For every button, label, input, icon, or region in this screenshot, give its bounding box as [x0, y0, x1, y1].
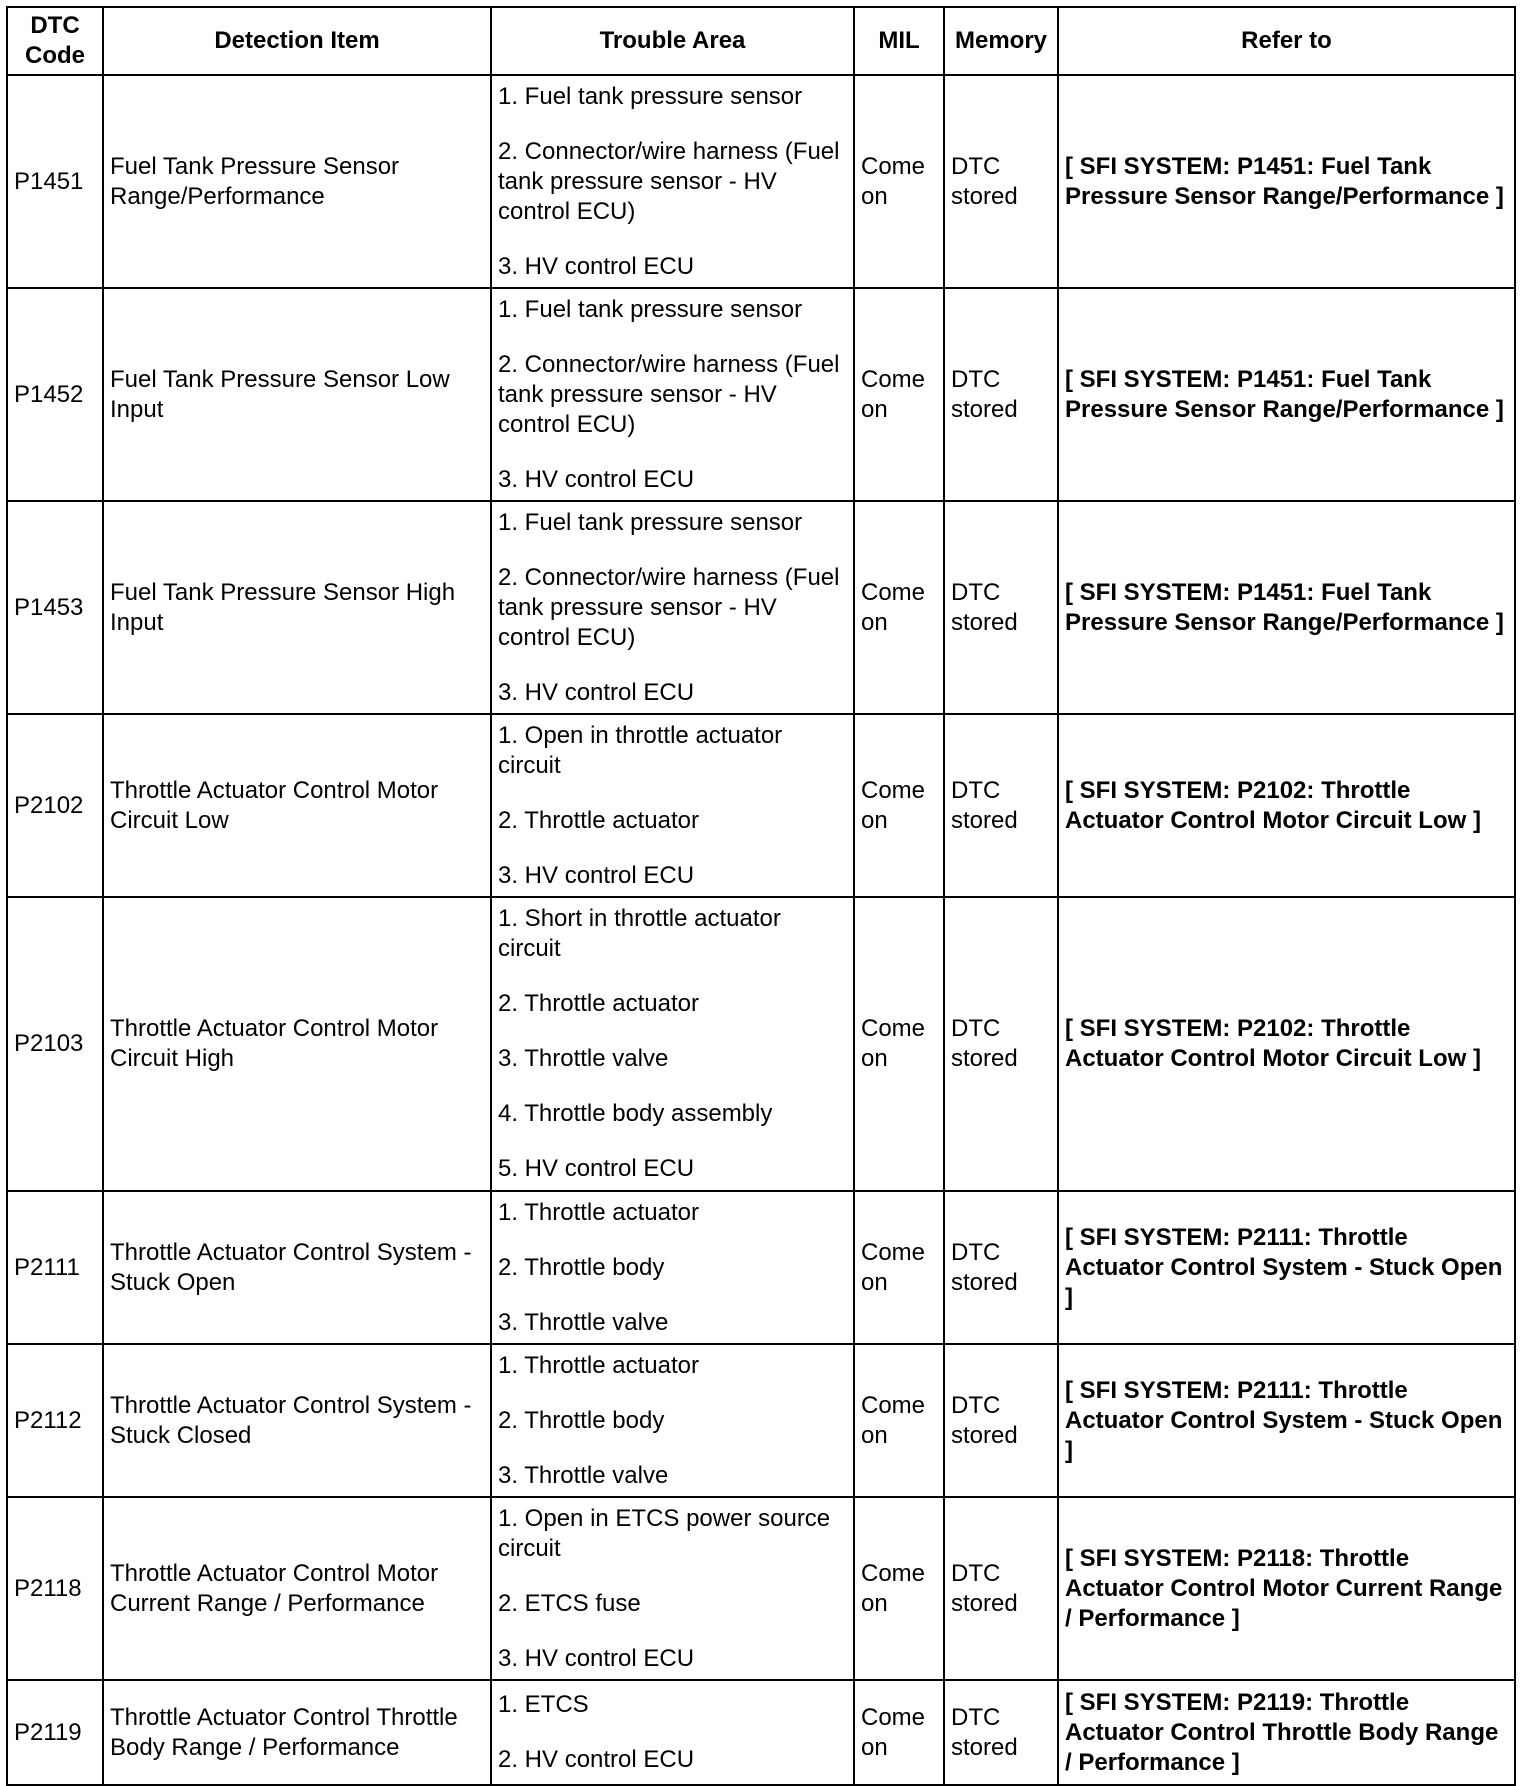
- header-trouble-area: Trouble Area: [491, 7, 854, 75]
- trouble-area-item: 1. Fuel tank pressure sensor: [498, 508, 803, 536]
- trouble-area-cell: [491, 1344, 854, 1497]
- refer-to-cell: [ SFI SYSTEM: P2119: Throttle Actuator Control Throttle Body Range / Performance ]: [1058, 1680, 1515, 1785]
- trouble-area-item: 2. Connector/wire harness (Fuel tank pressure sensor - HV control ECU): [498, 350, 840, 438]
- refer-to-cell: [ SFI SYSTEM: P2102: Throttle Actuator Control Motor Circuit Low ]: [1058, 714, 1515, 897]
- dtc-code-cell: P2103: [7, 897, 103, 1191]
- mil-cell: Come on: [854, 714, 944, 897]
- trouble-area-item: 1. Fuel tank pressure sensor: [498, 295, 803, 323]
- dtc-code-cell: P1453: [7, 501, 103, 714]
- mil-cell: Come on: [854, 897, 944, 1191]
- trouble-area-item: 2. Connector/wire harness (Fuel tank pressure sensor - HV control ECU): [498, 563, 840, 651]
- header-detection-item: Detection Item: [103, 7, 491, 75]
- trouble-area-cell: [491, 1497, 854, 1680]
- trouble-area-item: 3. HV control ECU: [498, 252, 695, 280]
- memory-cell: DTC stored: [944, 501, 1058, 714]
- header-refer-to: Refer to: [1058, 7, 1515, 75]
- trouble-area-item: 3. HV control ECU: [498, 678, 695, 706]
- header-row: [7, 7, 1515, 75]
- dtc-code-cell: P2102: [7, 714, 103, 897]
- trouble-area-item: 3. HV control ECU: [498, 465, 695, 493]
- trouble-area-cell: [491, 288, 854, 501]
- table-row: [7, 1344, 1515, 1497]
- trouble-area-item: 2. HV control ECU: [498, 1746, 695, 1773]
- detection-item-cell: Throttle Actuator Control Motor Circuit Low: [103, 714, 491, 897]
- memory-cell: DTC stored: [944, 1497, 1058, 1680]
- trouble-area-item: 1. Open in throttle actuator circuit: [498, 721, 783, 779]
- mil-cell: Come on: [854, 1191, 944, 1344]
- trouble-area-item: 1. Fuel tank pressure sensor: [498, 82, 803, 110]
- memory-cell: DTC stored: [944, 1680, 1058, 1785]
- refer-to-cell: [ SFI SYSTEM: P2118: Throttle Actuator Control Motor Current Range / Performance ]: [1058, 1497, 1515, 1680]
- trouble-area-item: 4. Throttle body assembly: [498, 1100, 773, 1127]
- dtc-code-cell: P2118: [7, 1497, 103, 1680]
- dtc-code-cell: P1451: [7, 75, 103, 288]
- detection-item-cell: Throttle Actuator Control Motor Circuit High: [103, 897, 491, 1191]
- memory-cell: DTC stored: [944, 1191, 1058, 1344]
- table-row: [7, 1680, 1515, 1785]
- table-row: [7, 897, 1515, 1191]
- table-row: [7, 75, 1515, 288]
- trouble-area-item: 2. Throttle actuator: [498, 806, 699, 834]
- refer-to-cell: [ SFI SYSTEM: P1451: Fuel Tank Pressure Sensor Range/Performance ]: [1058, 75, 1515, 288]
- table-row: [7, 501, 1515, 714]
- trouble-area-cell: [491, 714, 854, 897]
- dtc-code-cell: P1452: [7, 288, 103, 501]
- table-row: [7, 1191, 1515, 1344]
- table-row: [7, 714, 1515, 897]
- refer-to-cell: [ SFI SYSTEM: P2102: Throttle Actuator Control Motor Circuit Low ]: [1058, 897, 1515, 1191]
- trouble-area-item: 1. Open in ETCS power source circuit: [498, 1504, 831, 1562]
- refer-to-cell: [ SFI SYSTEM: P2111: Throttle Actuator Control System - Stuck Open ]: [1058, 1191, 1515, 1344]
- header-dtc-code: DTC Code: [7, 7, 103, 75]
- mil-cell: Come on: [854, 501, 944, 714]
- dtc-code-cell: P2111: [7, 1191, 103, 1344]
- trouble-area-item: 2. Throttle body: [498, 1253, 665, 1281]
- refer-to-cell: [ SFI SYSTEM: P1451: Fuel Tank Pressure Sensor Range/Performance ]: [1058, 288, 1515, 501]
- memory-cell: DTC stored: [944, 75, 1058, 288]
- trouble-area-cell: [491, 897, 854, 1191]
- mil-cell: Come on: [854, 288, 944, 501]
- table-body: [7, 75, 1515, 1785]
- mil-cell: Come on: [854, 1680, 944, 1785]
- trouble-area-item: 1. Throttle actuator: [498, 1198, 699, 1226]
- memory-cell: DTC stored: [944, 714, 1058, 897]
- detection-item-cell: Throttle Actuator Control Throttle Body Range / Performance: [103, 1680, 491, 1785]
- trouble-area-item: 2. ETCS fuse: [498, 1589, 641, 1617]
- detection-item-cell: Fuel Tank Pressure Sensor High Input: [103, 501, 491, 714]
- header-memory: Memory: [944, 7, 1058, 75]
- trouble-area-item: 2. Connector/wire harness (Fuel tank pressure sensor - HV control ECU): [498, 137, 840, 225]
- header-mil: MIL: [854, 7, 944, 75]
- memory-cell: DTC stored: [944, 288, 1058, 501]
- dtc-code-cell: P2119: [7, 1680, 103, 1785]
- table-row: [7, 288, 1515, 501]
- trouble-area-cell: [491, 1191, 854, 1344]
- detection-item-cell: Throttle Actuator Control Motor Current Range / Performance: [103, 1497, 491, 1680]
- trouble-area-cell: [491, 501, 854, 714]
- detection-item-cell: Fuel Tank Pressure Sensor Low Input: [103, 288, 491, 501]
- trouble-area-item: 3. Throttle valve: [498, 1461, 669, 1489]
- trouble-area-item: 5. HV control ECU: [498, 1155, 695, 1182]
- refer-to-cell: [ SFI SYSTEM: P1451: Fuel Tank Pressure Sensor Range/Performance ]: [1058, 501, 1515, 714]
- dtc-table: [6, 6, 1516, 1786]
- trouble-area-cell: [491, 75, 854, 288]
- trouble-area-item: 3. Throttle valve: [498, 1308, 669, 1336]
- trouble-area-cell: [491, 1680, 854, 1785]
- memory-cell: DTC stored: [944, 897, 1058, 1191]
- detection-item-cell: Throttle Actuator Control System - Stuck Open: [103, 1191, 491, 1344]
- trouble-area-item: 3. HV control ECU: [498, 1644, 695, 1672]
- mil-cell: Come on: [854, 75, 944, 288]
- detection-item-cell: Throttle Actuator Control System - Stuck Closed: [103, 1344, 491, 1497]
- trouble-area-item: 2. Throttle body: [498, 1406, 665, 1434]
- trouble-area-item: 3. HV control ECU: [498, 861, 695, 889]
- memory-cell: DTC stored: [944, 1344, 1058, 1497]
- mil-cell: Come on: [854, 1497, 944, 1680]
- table-row: [7, 1497, 1515, 1680]
- detection-item-cell: Fuel Tank Pressure Sensor Range/Performance: [103, 75, 491, 288]
- trouble-area-item: 1. ETCS: [498, 1691, 589, 1718]
- trouble-area-item: 3. Throttle valve: [498, 1045, 669, 1072]
- dtc-code-cell: P2112: [7, 1344, 103, 1497]
- trouble-area-item: 2. Throttle actuator: [498, 990, 699, 1017]
- refer-to-cell: [ SFI SYSTEM: P2111: Throttle Actuator Control System - Stuck Open ]: [1058, 1344, 1515, 1497]
- trouble-area-item: 1. Short in throttle actuator circuit: [498, 905, 781, 962]
- trouble-area-item: 1. Throttle actuator: [498, 1351, 699, 1379]
- mil-cell: Come on: [854, 1344, 944, 1497]
